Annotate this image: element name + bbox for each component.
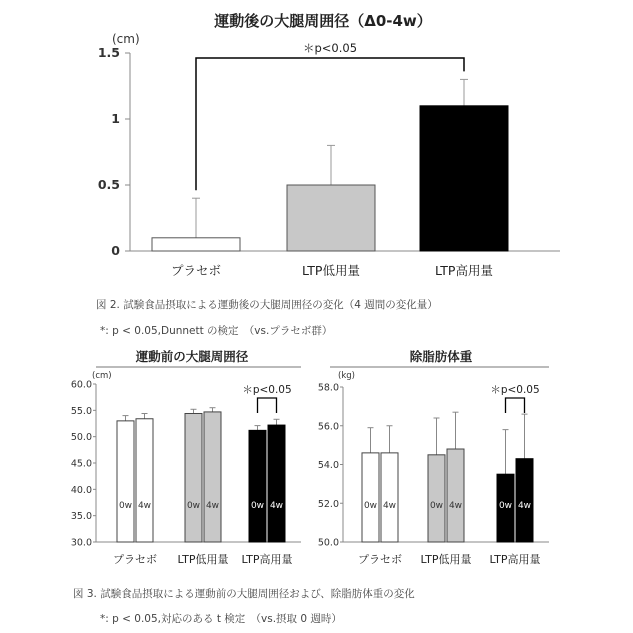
chart-3-bar-label: 4w [448, 501, 463, 511]
chart-2-y-tick-label: 60.0 [70, 379, 92, 391]
chart-1-category-label: LTP高用量 [435, 263, 493, 278]
chart-3-lean-mass [318, 349, 549, 566]
chart-3-significance-bracket [506, 398, 525, 413]
chart-1-y-tick-label: 1 [111, 111, 120, 126]
chart-1-y-tick-label: 1.5 [97, 45, 120, 60]
chart-1-significance-label: ＊p<0.05 [302, 41, 358, 55]
figure-2-note: *: p < 0.05,Dunnett の検定 （vs.プラセボ群） [100, 325, 333, 337]
chart-2-category-label: LTP低用量 [177, 553, 229, 566]
chart-1-bar [420, 106, 508, 251]
chart-3-y-tick-label: 52.0 [317, 498, 339, 510]
chart-3-bar-label: 0w [498, 501, 513, 511]
figure-3-caption: 図 3. 試験食品摂取による運動前の大腿周囲径および、除脂肪体重の変化 [73, 588, 415, 600]
chart-2-y-tick-label: 40.0 [70, 484, 92, 496]
chart-2-title: 運動前の大腿周囲径 [135, 349, 249, 364]
chart-1-y-tick-label: 0.5 [97, 177, 120, 192]
chart-2-bar-label: 4w [205, 501, 220, 511]
chart-2-bar [268, 425, 285, 542]
chart-2-bar [249, 430, 266, 542]
chart-2-category-label: プラセボ [113, 553, 157, 566]
chart-2-thigh-pre [71, 349, 301, 566]
chart-3-bar [362, 453, 379, 542]
chart-2-bar [136, 419, 153, 542]
chart-1-category-label: プラセボ [170, 263, 222, 278]
chart-3-bar-label: 0w [429, 501, 444, 511]
chart-3-unit: (kg) [338, 371, 355, 381]
chart-3-y-tick-label: 56.0 [317, 421, 339, 433]
chart-2-y-tick-label: 45.0 [70, 458, 92, 470]
chart-1-category-label: LTP低用量 [302, 263, 360, 278]
chart-3-category-label: プラセボ [358, 553, 402, 566]
chart-3-bar [447, 449, 464, 542]
chart-3-bar-label: 4w [382, 501, 397, 511]
chart-3-category-label: LTP高用量 [489, 553, 541, 566]
figure-3-note: *: p < 0.05,対応のある t 検定 （vs.摂取 0 週時） [100, 613, 342, 625]
chart-2-category-label: LTP高用量 [241, 553, 293, 566]
chart-1-bar [287, 185, 375, 251]
chart-2-unit: (cm) [92, 371, 112, 381]
chart-1-y-tick-label: 0 [111, 243, 120, 258]
chart-3-bar-label: 0w [363, 501, 378, 511]
chart-3-category-label: LTP低用量 [420, 553, 472, 566]
chart-2-bar-label: 4w [137, 501, 152, 511]
chart-3-bar [381, 453, 398, 542]
chart-3-bar [428, 455, 445, 542]
chart-2-bar-label: 0w [118, 501, 133, 511]
chart-1-bar [152, 238, 240, 251]
chart-2-y-tick-label: 30.0 [70, 537, 92, 549]
chart-3-y-tick-label: 54.0 [317, 460, 339, 471]
chart-2-bar [185, 413, 202, 542]
chart-1-title: 運動後の大腿周囲径（Δ0-4w） [214, 12, 432, 30]
chart-3-y-tick-label: 50.0 [317, 537, 339, 549]
chart-2-bar [117, 421, 134, 542]
figure-2-caption: 図 2. 試験食品摂取による運動後の大腿周囲径の変化（4 週間の変化量） [96, 299, 438, 311]
chart-1-thigh-change [98, 12, 560, 278]
chart-2-y-tick-label: 50.0 [70, 432, 92, 444]
chart-2-bar-label: 0w [186, 501, 201, 511]
chart-2-bar [204, 412, 221, 542]
chart-3-title: 除脂肪体重 [409, 349, 473, 364]
chart-3-y-tick-label: 58.0 [317, 382, 339, 394]
chart-2-y-tick-label: 55.0 [70, 405, 92, 417]
chart-3-bar-label: 4w [517, 501, 532, 511]
chart-2-significance-bracket [258, 398, 277, 413]
chart-2-bar-label: 4w [269, 501, 284, 511]
chart-2-y-tick-label: 35.0 [70, 511, 92, 523]
chart-2-significance-label: ＊p<0.05 [242, 384, 292, 396]
chart-3-significance-label: ＊p<0.05 [490, 384, 540, 396]
chart-1-unit: (cm) [112, 32, 140, 46]
chart-2-bar-label: 0w [250, 501, 265, 511]
